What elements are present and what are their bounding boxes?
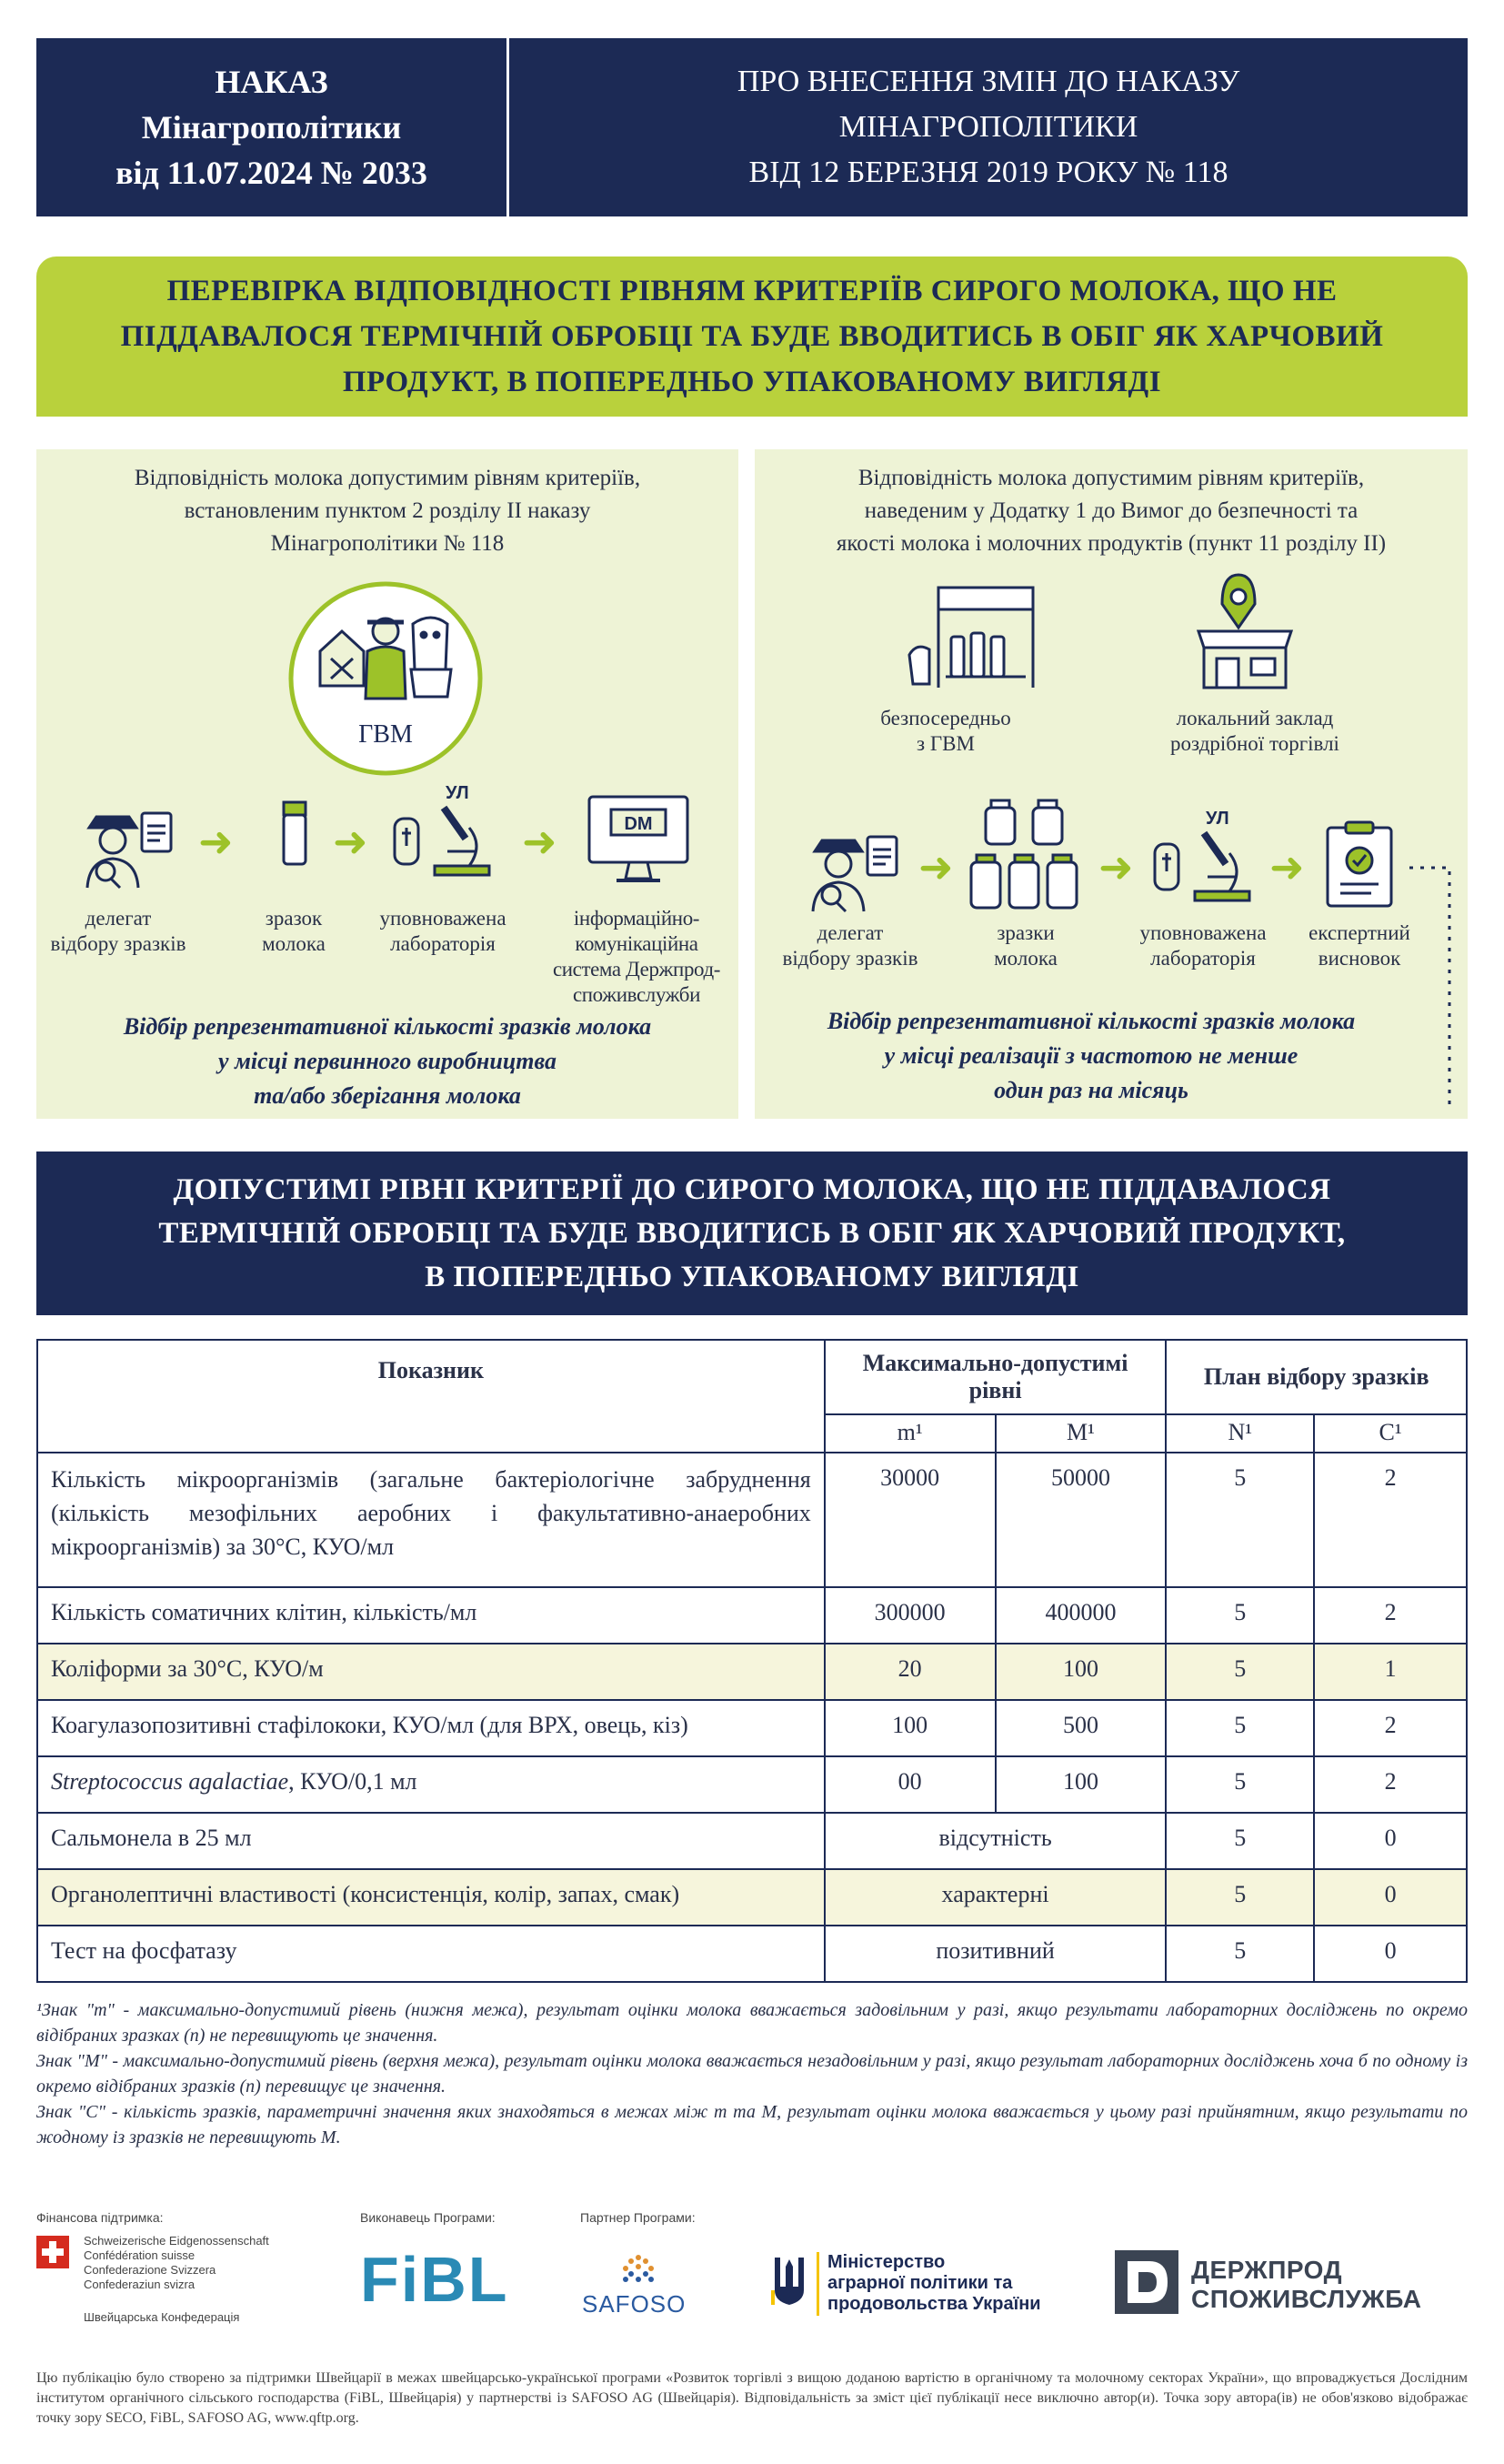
section-title-line-3: ПРОДУКТ, В ПОПЕРЕДНЬО УПАКОВАНОМУ ВИГЛЯДІ bbox=[342, 366, 1162, 398]
inspector-icon bbox=[795, 824, 904, 915]
swiss-line-1: Schweizerische Eidgenossenschaft bbox=[84, 2234, 269, 2248]
row-name-italic: Streptococcus agalactiae bbox=[51, 1768, 289, 1795]
left-step-lab-line-1: уповноважена bbox=[379, 907, 506, 930]
left-step-ics-line-1: інформаційно- bbox=[573, 907, 700, 930]
row-c: 2 bbox=[1314, 1756, 1467, 1813]
row-M: 50000 bbox=[996, 1453, 1167, 1587]
right-panel-intro bbox=[755, 462, 1468, 560]
ukraine-trident-icon bbox=[771, 2254, 807, 2308]
header-sampling-plan: План відбору зразків bbox=[1166, 1340, 1467, 1414]
left-step-delegate bbox=[45, 906, 191, 957]
retail-store-icon bbox=[1186, 568, 1304, 691]
document-header bbox=[36, 38, 1468, 216]
left-step-ics-line-3: система Держпрод- bbox=[552, 958, 721, 981]
section-title-criteria bbox=[36, 1152, 1468, 1315]
row-n: 5 bbox=[1166, 1644, 1314, 1700]
program-executor-label: Виконавець Програми: bbox=[360, 2210, 496, 2225]
right-note-line-3: один раз на місяць bbox=[994, 1077, 1188, 1103]
row-n: 5 bbox=[1166, 1453, 1314, 1587]
right-note-line-2: у місці реалізації з частотою не менше bbox=[884, 1042, 1298, 1069]
subheader-n: N¹ bbox=[1166, 1414, 1314, 1453]
swiss-confederation-ua: Швейцарська Конфедерація bbox=[84, 2310, 240, 2324]
section-title-line-2: ПІДДАВАЛОСЯ ТЕРМІЧНІЙ ОБРОБЦІ ТА БУДЕ ВВОДИТИСЬ В ОБІГ ЯК ХАРЧОВИЙ bbox=[120, 320, 1384, 353]
fibl-logo: FiBL bbox=[360, 2244, 509, 2315]
left-step-ics-line-2: комунікаційна bbox=[575, 932, 698, 955]
expert-report-icon bbox=[1319, 819, 1400, 910]
right-step-delegate bbox=[764, 920, 937, 971]
derzhprod-logo-icon bbox=[1115, 2250, 1178, 2314]
table-row bbox=[37, 1869, 1467, 1926]
row-n: 5 bbox=[1166, 1813, 1314, 1869]
row-c: 2 bbox=[1314, 1587, 1467, 1644]
order-title: НАКАЗ bbox=[215, 64, 328, 100]
left-intro-line-3: Мінагрополітики № 118 bbox=[270, 531, 505, 556]
right-step-lab bbox=[1117, 920, 1289, 971]
row-level: відсутність bbox=[825, 1813, 1167, 1869]
safoso-dots-icon bbox=[618, 2252, 658, 2288]
right-intro-line-1: Відповідність молока допустимим рівням критеріїв, bbox=[857, 466, 1365, 490]
right-step-samples-line-1: зразки bbox=[997, 921, 1055, 944]
program-partner-label: Партнер Програми: bbox=[580, 2210, 696, 2225]
subheader-c: C¹ bbox=[1314, 1414, 1467, 1453]
microscope-icon bbox=[1149, 808, 1258, 908]
ministry-line-2: аграрної політики та bbox=[827, 2273, 1013, 2293]
right-panel-sampling-note bbox=[755, 1004, 1428, 1108]
left-step-ics-line-4: споживслужби bbox=[572, 983, 701, 1006]
row-name: Коагулазопозитивні стафілококи, КУО/мл (для ВРХ, овець, кіз) bbox=[37, 1700, 825, 1756]
ministry-line-1: Міністерство bbox=[827, 2252, 946, 2272]
safoso-logo: SAFOSO bbox=[582, 2290, 687, 2318]
inspector-icon bbox=[69, 800, 178, 891]
section-title-line-1: ПЕРЕВІРКА ВІДПОВІДНОСТІ РІВНЯМ КРИТЕРІЇВ СИРОГО МОЛОКА, ЩО НЕ bbox=[166, 275, 1338, 307]
derzhprod-line-2: СПОЖИВСЛУЖБА bbox=[1191, 2285, 1422, 2313]
dm-label: DM bbox=[624, 814, 653, 834]
left-note-line-3: та/або зберігання молока bbox=[254, 1082, 521, 1109]
row-M: 400000 bbox=[996, 1587, 1167, 1644]
left-step-sample-line-1: зразок bbox=[265, 907, 323, 930]
row-name: Тест на фосфатазу bbox=[37, 1926, 825, 1982]
left-panel-primary-production bbox=[36, 449, 738, 1119]
swiss-line-4: Confederaziun svizra bbox=[84, 2278, 196, 2291]
order-reference bbox=[36, 38, 509, 216]
footnote-m: ¹Знак "m" - максимально-допустимий рівень (нижня межа), результат оцінки молока вважається задовільним у разі, якщо результати лабораторних досліджень по окремо відібраних зразках (n) не перевищують це значення. bbox=[36, 2000, 1468, 2046]
row-n: 5 bbox=[1166, 1587, 1314, 1644]
row-name bbox=[37, 1756, 825, 1813]
row-c: 2 bbox=[1314, 1453, 1467, 1587]
flow-arrow-icon: ➜ bbox=[333, 817, 368, 866]
row-m: 30000 bbox=[825, 1453, 996, 1587]
right-panel-retail bbox=[755, 449, 1468, 1119]
row-level: позитивний bbox=[825, 1926, 1167, 1982]
flow-arrow-icon: ➜ bbox=[918, 842, 954, 891]
row-M: 500 bbox=[996, 1700, 1167, 1756]
table-row bbox=[37, 1926, 1467, 1982]
right-step-samples-line-2: молока bbox=[994, 947, 1058, 970]
criteria-table bbox=[36, 1339, 1468, 1983]
right-step-delegate-line-1: делегат bbox=[817, 921, 884, 944]
source-direct-line-1: безпосередньо bbox=[880, 707, 1011, 729]
row-n: 5 bbox=[1166, 1700, 1314, 1756]
swiss-line-2: Confédération suisse bbox=[84, 2248, 196, 2262]
row-name: Кількість мікроорганізмів (загальне бактеріологічне забруднення (кількість мезофільних аеробних і факультативно-анаеробних мікроорганізмів) за 30°С, КУО/мл bbox=[37, 1453, 825, 1587]
market-stall-icon bbox=[906, 582, 1042, 691]
row-M: 100 bbox=[996, 1644, 1167, 1700]
subheader-M: M¹ bbox=[996, 1414, 1167, 1453]
right-note-line-1: Відбір репрезентативної кількості зразків молока bbox=[827, 1008, 1356, 1034]
right-step-lab-line-1: уповноважена bbox=[1139, 921, 1267, 944]
flow-arrow-icon: ➜ bbox=[1098, 842, 1134, 891]
order-subject bbox=[509, 38, 1468, 216]
left-step-lab bbox=[356, 906, 529, 957]
right-step-samples bbox=[971, 920, 1080, 971]
row-m: 100 bbox=[825, 1700, 996, 1756]
flow-arrow-icon: ➜ bbox=[198, 817, 234, 866]
source-retail-line-2: роздрібної торгівлі bbox=[1170, 732, 1339, 755]
left-intro-line-2: встановленим пунктом 2 розділу II наказу bbox=[184, 498, 591, 523]
ministry-divider bbox=[817, 2252, 819, 2316]
right-step-conclusion bbox=[1300, 920, 1419, 971]
sample-vial-icon bbox=[276, 797, 313, 870]
right-step-delegate-line-2: відбору зразків bbox=[782, 947, 918, 970]
farm-label: ГВМ bbox=[358, 720, 413, 749]
source-direct-line-2: з ГВМ bbox=[917, 732, 975, 755]
left-panel-intro bbox=[36, 462, 738, 560]
left-note-line-2: у місці первинного виробництва bbox=[218, 1048, 556, 1074]
left-step-lab-line-2: лабораторія bbox=[390, 932, 496, 955]
table-row bbox=[37, 1813, 1467, 1869]
right-intro-line-3: якості молока і молочних продуктів (пункт 11 розділу II) bbox=[836, 531, 1387, 556]
row-name: Сальмонела в 25 мл bbox=[37, 1813, 825, 1869]
footnote-M: Знак "M" - максимально-допустимий рівень (верхня межа), результат оцінки молока вважається незадовільним у разі, якщо результат лабораторних досліджень хоча б по одному із окремо відібраних зразків (n) перевищує це значення. bbox=[36, 2051, 1468, 2097]
row-c: 0 bbox=[1314, 1926, 1467, 1982]
lab-tag: УЛ bbox=[1206, 809, 1229, 829]
row-name-rest: , КУО/0,1 мл bbox=[288, 1768, 417, 1795]
milk-bottles-icon bbox=[968, 795, 1086, 913]
row-c: 2 bbox=[1314, 1700, 1467, 1756]
computer-dm-icon bbox=[584, 791, 693, 891]
row-n: 5 bbox=[1166, 1926, 1314, 1982]
table-row bbox=[37, 1700, 1467, 1756]
row-m: 300000 bbox=[825, 1587, 996, 1644]
table-row bbox=[37, 1453, 1467, 1587]
order-subject-line-3: ВІД 12 БЕРЕЗНЯ 2019 РОКУ № 118 bbox=[748, 156, 1228, 189]
subheader-m: m¹ bbox=[825, 1414, 996, 1453]
row-c: 1 bbox=[1314, 1644, 1467, 1700]
left-step-sample bbox=[235, 906, 353, 957]
left-step-ics bbox=[546, 906, 727, 1008]
criteria-title-line-2: ТЕРМІЧНІЙ ОБРОБЦІ ТА БУДЕ ВВОДИТИСЬ В ОБІГ ЯК ХАРЧОВИЙ ПРОДУКТ, bbox=[158, 1217, 1346, 1250]
derzhprod-logo-text bbox=[1191, 2256, 1422, 2314]
funding-disclaimer: Цю публікацію було створено за підтримки Швейцарії в межах швейцарсько-української програми «Розвиток торгівлі з вищою доданою вартістю в органічному та молочному секторах України», що впроваджується Дослідним інститутом органічного сільського господарства (FiBL, Швейцарія) у партнерстві із SAFOSO AG (Швейцарія). Відповідальність за зміст цієї публікації несе виключно автор(и). Точка зору автора(ів) не обов'язково відображає точку зору SECO, FiBL, SAFOSO AG, www.qftp.org. bbox=[36, 2370, 1468, 2426]
row-name: Кількість соматичних клітин, кількість/мл bbox=[37, 1587, 825, 1644]
row-M: 100 bbox=[996, 1756, 1167, 1813]
microscope-icon bbox=[389, 782, 498, 882]
table-row bbox=[37, 1756, 1467, 1813]
left-step-delegate-line-1: делегат bbox=[85, 907, 152, 930]
financial-support-label: Фінансова підтримка: bbox=[36, 2210, 164, 2225]
swiss-flag-icon bbox=[36, 2236, 69, 2268]
order-issuer: Мінагрополітики bbox=[141, 109, 402, 146]
header-indicator: Показник bbox=[37, 1340, 825, 1453]
row-level: характерні bbox=[825, 1869, 1167, 1926]
order-subject-line-2: МІНАГРОПОЛІТИКИ bbox=[838, 110, 1138, 144]
flow-arrow-icon: ➜ bbox=[522, 817, 557, 866]
criteria-title-line-1: ДОПУСТИМІ РІВНІ КРИТЕРІЇ ДО СИРОГО МОЛОКА, ЩО НЕ ПІДДАВАЛОСЯ bbox=[173, 1173, 1331, 1206]
section-title-verification bbox=[36, 256, 1468, 417]
flow-arrow-icon: ➜ bbox=[1269, 842, 1305, 891]
ministry-line-3: продовольства України bbox=[827, 2294, 1041, 2314]
row-m: 20 bbox=[825, 1644, 996, 1700]
row-name: Коліформи за 30°С, КУО/м bbox=[37, 1644, 825, 1700]
right-step-conclusion-line-1: експертний bbox=[1308, 921, 1410, 944]
right-intro-line-2: наведеним у Додатку 1 до Вимог до безпечності та bbox=[864, 498, 1359, 523]
left-intro-line-1: Відповідність молока допустимим рівням критеріїв, bbox=[134, 466, 641, 490]
row-n: 5 bbox=[1166, 1869, 1314, 1926]
source-local-retail bbox=[1118, 706, 1391, 757]
farm-circle-icon bbox=[286, 578, 486, 779]
row-n: 5 bbox=[1166, 1756, 1314, 1813]
footnote-C: Знак "C" - кількість зразків, параметричні значення яких знаходяться в межах між m та M, результат оцінки молока вважається у цьому разі прийнятним, якщо результати по жодному із зразків не перевищують M. bbox=[36, 2102, 1468, 2147]
ministry-logo-text bbox=[827, 2252, 1041, 2315]
left-panel-sampling-note bbox=[36, 1010, 738, 1113]
header-max-levels: Максимально-допустимі рівні bbox=[825, 1340, 1167, 1414]
source-retail-line-1: локальний заклад bbox=[1176, 707, 1334, 729]
left-note-line-1: Відбір репрезентативної кількості зразків молока bbox=[123, 1013, 652, 1040]
swiss-confederation-text bbox=[84, 2234, 269, 2292]
swiss-line-3: Confederazione Svizzera bbox=[84, 2263, 216, 2277]
row-m: 00 bbox=[825, 1756, 996, 1813]
source-direct-from-farm bbox=[827, 706, 1064, 757]
derzhprod-line-1: ДЕРЖПРОД bbox=[1191, 2256, 1343, 2284]
table-row bbox=[37, 1644, 1467, 1700]
footnotes bbox=[36, 1997, 1468, 2150]
criteria-title-line-3: В ПОПЕРЕДНЬО УПАКОВАНОМУ ВИГЛЯДІ bbox=[425, 1261, 1079, 1293]
right-step-lab-line-2: лабораторія bbox=[1150, 947, 1256, 970]
left-step-delegate-line-2: відбору зразків bbox=[50, 932, 186, 955]
row-name: Органолептичні властивості (консистенція, колір, запах, смак) bbox=[37, 1869, 825, 1926]
order-date: від 11.07.2024 № 2033 bbox=[115, 155, 427, 191]
row-c: 0 bbox=[1314, 1813, 1467, 1869]
table-row bbox=[37, 1587, 1467, 1644]
row-c: 0 bbox=[1314, 1869, 1467, 1926]
order-subject-line-1: ПРО ВНЕСЕННЯ ЗМІН ДО НАКАЗУ bbox=[737, 65, 1240, 98]
lab-tag: УЛ bbox=[446, 783, 469, 803]
right-step-conclusion-line-2: висновок bbox=[1318, 947, 1401, 970]
left-step-sample-line-2: молока bbox=[262, 932, 326, 955]
